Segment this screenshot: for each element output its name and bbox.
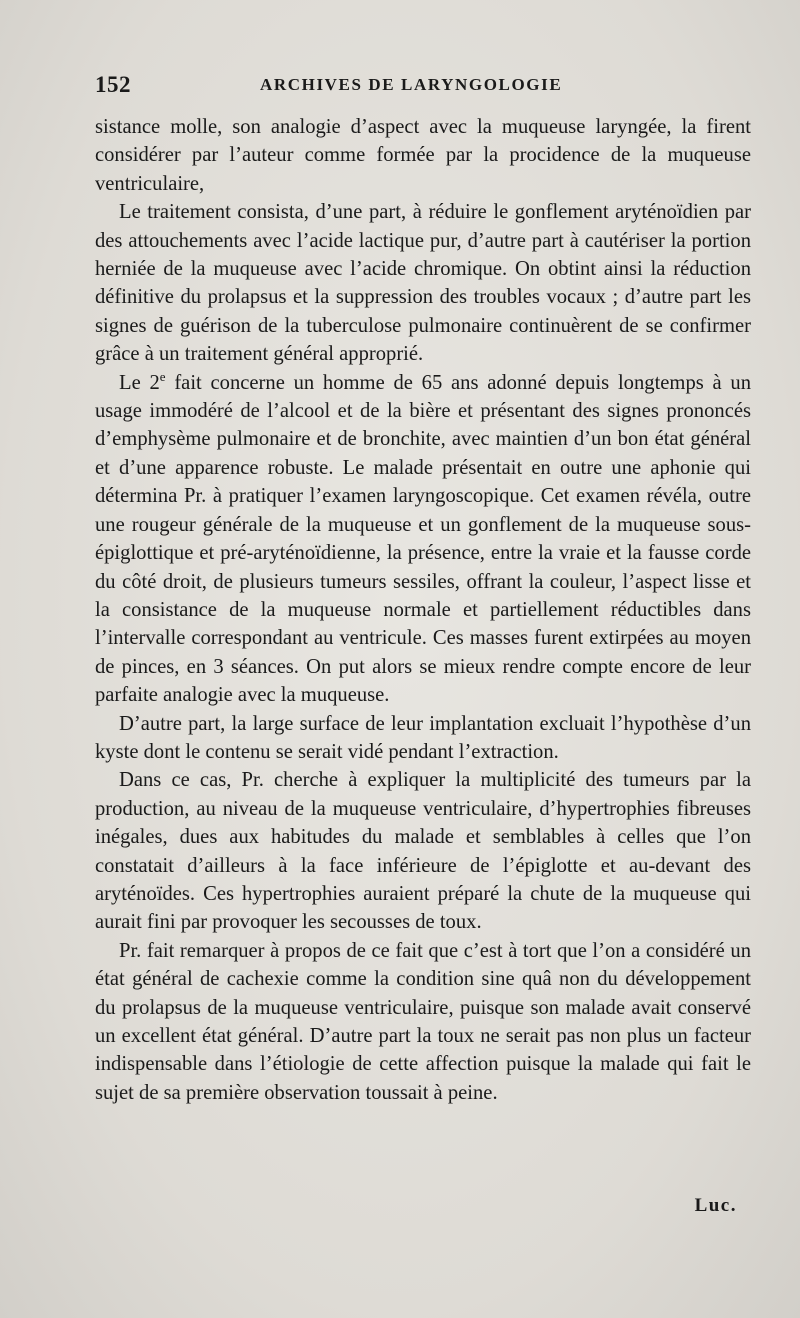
- page-number: 152: [95, 72, 131, 97]
- paragraph-implantation: D’autre part, la large surface de leur implantation excluait l’hypothèse d’un kyste dont le contenu se serait vidé pendant l’extraction.: [95, 712, 751, 763]
- paragraph-second-case: [95, 369, 751, 710]
- case-number: Le 2: [119, 371, 160, 394]
- paragraph-remark: Pr. fait remarquer à propos de ce fait que c’est à tort que l’on a considéré un état général de cachexie comme la condition sine quâ non du développement du prolapsus de la muqueuse ventriculaire, puisque son malade avait conservé un excellent état général. D’autre part la toux ne serait pas non plus un facteur indispensable dans l’étiologie de cette affection puisque la malade qui fait le sujet de sa première observation toussait à peine.: [95, 939, 751, 1104]
- second-case-text: fait concerne un homme de 65 ans adonné depuis longtemps à un usage immodéré de l’alcool et de la bière et présentant des signes prononcés d’emphysème pulmonaire et de bronchite, avec maintien d’un bon état général et d’une apparence robuste. Le malade présentait en outre une aphonie qui détermina Pr. à pratiquer l’examen laryngoscopique. Cet examen révéla, outre une rougeur générale de la muqueuse et un gonflement de la muqueuse sous-épiglottique et pré-aryténoïdienne, la présence, entre la vraie et la fausse corde du côté droit, de plusieurs tumeurs sessiles, offrant la couleur, l’aspect lisse et la consistance de la muqueuse normale et partiellement réductibles dans l’intervalle correspondant au ventricule. Ces masses furent extirpées au moyen de pinces, en 3 séances. On put alors se mieux rendre compte encore de leur parfaite analogie avec la muqueuse.: [95, 371, 751, 707]
- page-header: [95, 72, 755, 102]
- paragraph-explanation: Dans ce cas, Pr. cherche à expliquer la multiplicité des tumeurs par la production, au niveau de la muqueuse ventriculaire, d’hypertrophies fibreuses inégales, dues aux habitudes du malade et semblables à celles que l’on constatait d’ailleurs à la face inférieure de l’épiglotte et au-devant des aryténoïdes. Ces hypertrophies auraient préparé la chute de la muqueuse qui aurait fini par provoquer les secousses de toux.: [95, 769, 751, 934]
- paragraph-continued: sistance molle, son analogie d’aspect avec la muqueuse laryngée, la firent considérer par l’auteur comme formée par la procidence de la muqueuse ventriculaire,: [95, 116, 751, 195]
- ordinal-suffix: e: [159, 368, 166, 384]
- paragraph-treatment: Le traitement consista, d’une part, à réduire le gonflement aryténoïdien par des attouchements avec l’acide lactique pur, d’autre part à cautériser la portion herniée de la muqueuse avec l’acide chromique. On obtint ainsi la réduction définitive du prolapsus et la suppression des troubles vocaux ; d’autre part les signes de guérison de la tuberculose pulmonaire continuèrent de se confirmer grâce à un traitement général approprié.: [95, 201, 751, 366]
- author-signature: Luc.: [694, 1195, 737, 1216]
- body-text: [95, 113, 751, 1107]
- running-head: ARCHIVES DE LARYNGOLOGIE: [260, 75, 563, 94]
